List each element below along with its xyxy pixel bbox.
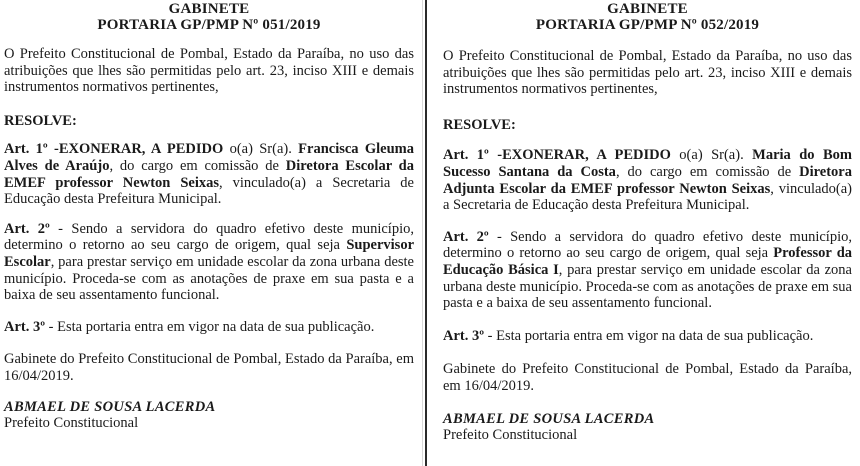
article-2-text: , para prestar serviço em unidade escolar da zona urbana deste município. Proceda-se com as anotações de praxe em sua pasta e a baixa de seu assentamento funcional.: [443, 261, 852, 312]
employee-name: Francisca Gleuma Alves de Araújo: [4, 141, 414, 174]
office-heading: GABINETE: [607, 1, 688, 17]
position-name: Diretora Escolar da EMEF professor Newton Seixas: [4, 157, 414, 191]
article-3-label: Art. 3º: [4, 318, 46, 335]
closing-paragraph: Gabinete do Prefeito Constitucional de Pombal, Estado da Paraíba, em 16/04/2019.: [443, 361, 852, 394]
article-2-label: Art. 2º: [443, 228, 489, 245]
article-1-text: o(a) Sr(a).: [670, 147, 753, 164]
employee-name: Maria do Bom Sucesso Santana da Costa: [443, 147, 852, 180]
position-name: Diretora Adjunta Escolar da EMEF professor Newton Seixas: [443, 163, 852, 197]
signer-title: Prefeito Constitucional: [4, 415, 139, 432]
article-2: [443, 229, 852, 312]
origin-position: Professor da Educação Básica I: [443, 245, 853, 278]
office-heading: GABINETE: [168, 1, 250, 17]
article-3: [443, 328, 852, 345]
article-2-text: - Sendo a servidora do quadro efetivo deste município, determino o retorno ao seu cargo de origem, qual seja: [443, 228, 852, 262]
resolve-heading: RESOLVE:: [4, 112, 77, 129]
portaria-052-document: [430, 0, 860, 466]
article-2: [4, 221, 414, 304]
article-1-text: , do cargo em comissão de: [615, 163, 800, 180]
signer-title: Prefeito Constitucional: [443, 427, 578, 444]
origin-position: Supervisor Escolar: [4, 237, 414, 270]
article-1-text: , do cargo em comissão de: [109, 157, 286, 174]
portaria-number: PORTARIA GP/PMP Nº 051/2019: [97, 17, 321, 33]
article-1-label: Art. 1º -EXONERAR, A PEDIDO: [443, 147, 671, 164]
article-1-text: , vinculado(a) a Secretaria de Educação desta Prefeitura Municipal.: [4, 174, 414, 208]
article-1-text: , vinculado(a) a Secretaria de Educação desta Prefeitura Municipal.: [443, 180, 852, 214]
article-2-text: - Sendo a servidora do quadro efetivo deste município, determino o retorno ao seu cargo de origem, qual seja: [4, 220, 414, 254]
portaria-051-document: [0, 0, 422, 466]
article-3-text: - Esta portaria entra em vigor na data de sua publicação.: [45, 318, 375, 335]
signer-name: ABMAEL DE SOUSA LACERDA: [4, 398, 216, 415]
page-divider: [425, 0, 427, 466]
article-1: [4, 141, 414, 207]
article-3-text: - Esta portaria entra em vigor na data de sua publicação.: [484, 327, 814, 344]
article-1-text: o(a) Sr(a).: [223, 141, 299, 158]
closing-paragraph: Gabinete do Prefeito Constitucional de Pombal, Estado da Paraíba, em 16/04/2019.: [4, 351, 414, 384]
page-divider-shadow: [422, 0, 423, 466]
article-1-label: Art. 1º -EXONERAR, A PEDIDO: [4, 141, 224, 158]
article-3-label: Art. 3º: [443, 327, 485, 344]
article-3: [4, 319, 414, 336]
article-2-label: Art. 2º: [4, 220, 50, 237]
resolve-heading: RESOLVE:: [443, 116, 516, 133]
portaria-number: PORTARIA GP/PMP Nº 052/2019: [535, 17, 760, 33]
intro-paragraph: O Prefeito Constitucional de Pombal, Estado da Paraíba, no uso das atribuições que lhes são permitidas pelo art. 23, inciso XIII e demais instrumentos normativos pertinentes,: [443, 48, 852, 98]
signer-name: ABMAEL DE SOUSA LACERDA: [443, 410, 655, 427]
article-1: [443, 147, 852, 213]
intro-paragraph: O Prefeito Constitucional de Pombal, Estado da Paraíba, no uso das atribuições que lhes são permitidas pelo art. 23, inciso XIII e demais instrumentos normativos pertinentes,: [4, 46, 414, 96]
article-2-text: , para prestar serviço em unidade escolar da zona urbana deste município. Proceda-se com as anotações de praxe em sua pasta e a baixa de seu assentamento funcional.: [4, 253, 414, 304]
